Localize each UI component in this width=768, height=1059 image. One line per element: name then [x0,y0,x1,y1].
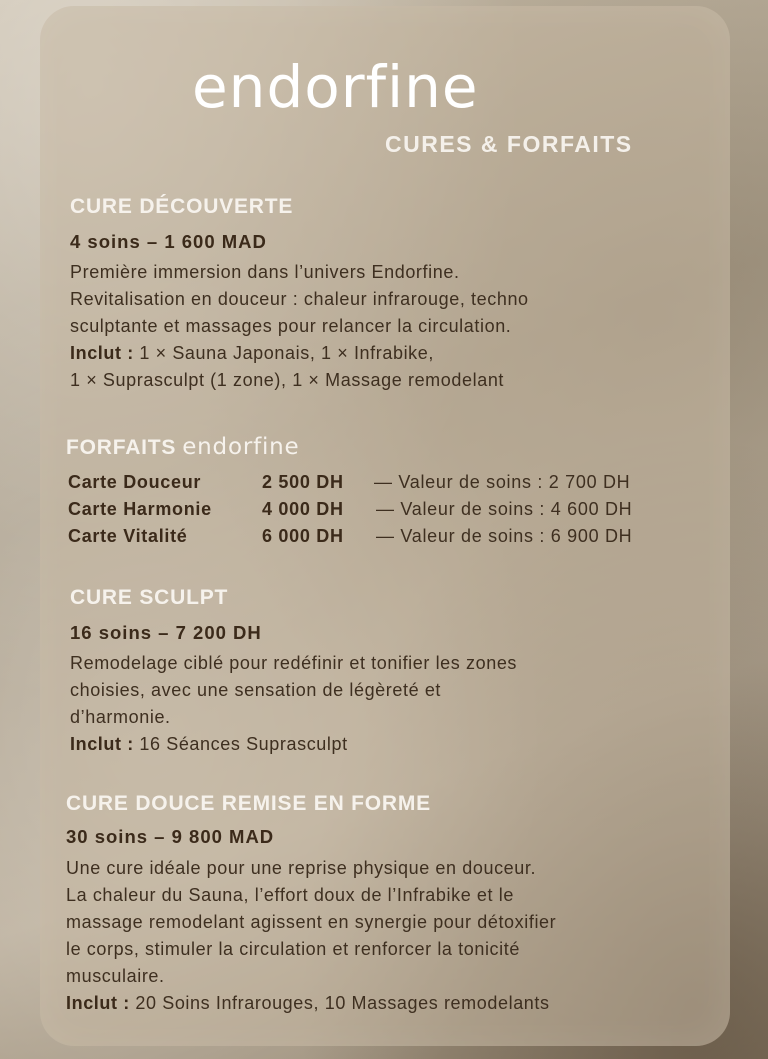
brand-logo: endorfine [192,53,479,121]
forfait-name: Carte Vitalité [68,526,188,546]
forfait-value: — Valeur de soins : 6 900 DH [376,526,633,546]
description-line: choisies, avec une sensation de légèreté et [70,680,442,700]
description-line: La chaleur du Sauna, l’effort doux de l’Infrabike et le [66,885,514,905]
include-line [70,340,529,367]
include-label: Inclut : [70,734,134,754]
forfaits-title [66,434,300,460]
include-line [66,990,556,1017]
forfait-name: Carte Harmonie [68,499,212,519]
forfait-value: — Valeur de soins : 2 700 DH [374,472,631,492]
description-line: massage remodelant agissent en synergie pour détoxifier [66,912,557,932]
forfait-price: 6 000 DH [262,526,344,546]
forfaits-title-text: FORFAITS [66,436,177,459]
forfait-price: 4 000 DH [262,499,344,519]
cure-douce-price: 30 soins – 9 800 MAD [66,826,275,847]
cure-douce-description [66,855,556,1017]
description-line: sculptante et massages pour relancer la circulation. [70,316,512,336]
forfait-value: — Valeur de soins : 4 600 DH [376,499,633,519]
include-text: 1 × Sauna Japonais, 1 × Infrabike, [133,343,434,363]
description-line: d’harmonie. [70,707,171,727]
forfait-name: Carte Douceur [68,472,202,492]
include-label: Inclut : [70,343,134,363]
description-line: Revitalisation en douceur : chaleur infrarouge, techno [70,289,529,309]
description-line: Une cure idéale pour une reprise physique en douceur. [66,858,537,878]
forfaits-brand: endorfine [182,434,300,460]
cure-decouverte-title: CURE DÉCOUVERTE [70,195,294,218]
include-label: Inclut : [66,993,130,1013]
cure-sculpt-title: CURE SCULPT [70,586,229,609]
include-text: 16 Séances Suprasculpt [133,734,348,754]
description-line: le corps, stimuler la circulation et renforcer la tonicité [66,939,520,959]
cure-decouverte-price: 4 soins – 1 600 MAD [70,231,267,252]
include-text: 20 Soins Infrarouges, 10 Massages remodelants [129,993,550,1013]
description-line: musculaire. [66,966,165,986]
forfait-price: 2 500 DH [262,472,344,492]
include-line-2: 1 × Suprasculpt (1 zone), 1 × Massage remodelant [70,370,505,390]
cure-douce-title: CURE DOUCE REMISE EN FORME [66,792,431,815]
cure-sculpt-description [70,650,517,758]
description-line: Première immersion dans l’univers Endorfine. [70,262,460,282]
cure-sculpt-price: 16 soins – 7 200 DH [70,622,262,643]
cure-decouverte-description [70,259,529,394]
page-subtitle: CURES & FORFAITS [385,131,633,157]
description-line: Remodelage ciblé pour redéfinir et tonifier les zones [70,653,518,673]
include-line [70,731,517,758]
